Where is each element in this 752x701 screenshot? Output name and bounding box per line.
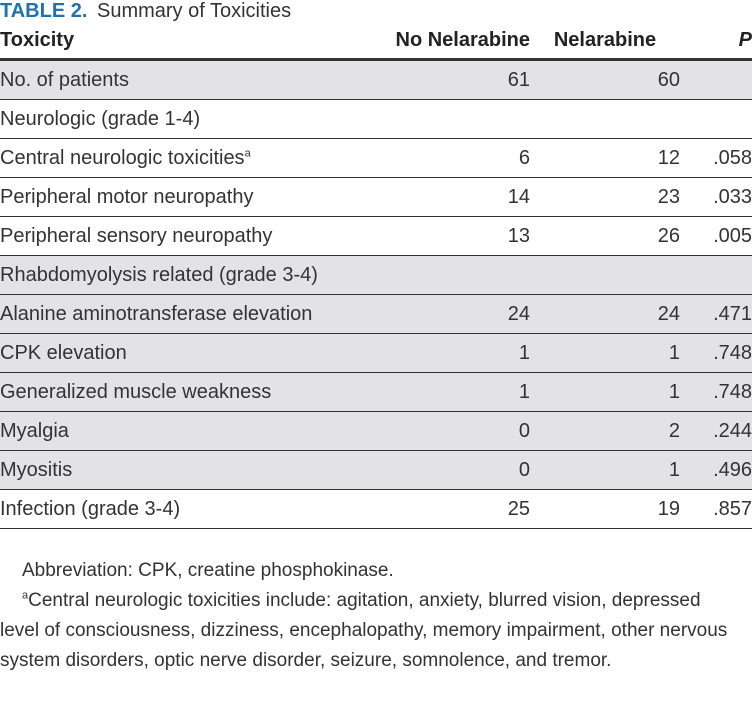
row-label: CPK elevation [0,334,380,373]
cell-p-value: .244 [680,412,752,451]
table-row [0,217,752,256]
row-label: Alanine aminotransferase elevation [0,295,380,334]
footnote-a [0,586,740,676]
cell-no-nelarabine: 6 [380,139,530,178]
cell-no-nelarabine: 61 [380,60,530,100]
cell-p-value: .471 [680,295,752,334]
header-no-nelarabine: No Nelarabine [380,22,530,60]
cell-nelarabine: 12 [530,139,680,178]
cell-nelarabine: 1 [530,373,680,412]
header-p-value: P [680,22,752,60]
table-row [0,256,752,295]
cell-p-value: .005 [680,217,752,256]
cell-no-nelarabine: 0 [380,451,530,490]
row-label: Central neurologic toxicities [0,146,245,169]
table-row [0,373,752,412]
table-row [0,451,752,490]
footnote-marker: a [22,589,29,602]
cell-nelarabine [530,256,680,295]
cell-nelarabine: 19 [530,490,680,529]
row-label-cell [0,139,380,178]
cell-nelarabine: 2 [530,412,680,451]
table-row [0,178,752,217]
table-caption: Summary of Toxicities [96,0,292,22]
row-label: Neurologic (grade 1-4) [0,100,380,139]
cell-p-value: .748 [680,334,752,373]
table-row [0,139,752,178]
cell-nelarabine: 24 [530,295,680,334]
cell-no-nelarabine: 1 [380,373,530,412]
cell-p-value: .058 [680,139,752,178]
cell-nelarabine: 23 [530,178,680,217]
cell-p-value: .033 [680,178,752,217]
cell-nelarabine: 26 [530,217,680,256]
footnote-a-text: Central neurologic toxicities include: agitation, anxiety, blurred vision, depressed level of consciousness, dizziness, encephalopathy, memory impairment, other nervous system disorders, optic nerve disorder, seizure, somnolence, and tremor. [0,590,728,671]
row-label: Peripheral motor neuropathy [0,178,380,217]
cell-p-value: .857 [680,490,752,529]
header-nelarabine: Nelarabine [530,22,680,60]
row-label: Generalized muscle weakness [0,373,380,412]
cell-p-value [680,60,752,100]
cell-p-value [680,100,752,139]
cell-no-nelarabine: 24 [380,295,530,334]
header-row [0,22,752,60]
cell-no-nelarabine: 1 [380,334,530,373]
cell-p-value: .496 [680,451,752,490]
footnote-marker: a [244,146,251,159]
header-toxicity: Toxicity [0,22,380,60]
cell-nelarabine: 1 [530,334,680,373]
cell-p-value [680,256,752,295]
cell-no-nelarabine: 25 [380,490,530,529]
row-label: Peripheral sensory neuropathy [0,217,380,256]
cell-p-value: .748 [680,373,752,412]
cell-no-nelarabine [380,100,530,139]
abbreviation-note: Abbreviation: CPK, creatine phosphokinase. [22,560,394,581]
row-label: Myalgia [0,412,380,451]
table-row [0,490,752,529]
table-row [0,412,752,451]
cell-nelarabine: 1 [530,451,680,490]
table-row [0,334,752,373]
row-label: No. of patients [0,60,380,100]
row-label: Rhabdomyolysis related (grade 3-4) [0,256,380,295]
table-footnotes [0,556,740,676]
cell-no-nelarabine [380,256,530,295]
table-number: TABLE 2. [0,0,88,22]
cell-no-nelarabine: 14 [380,178,530,217]
table-row [0,60,752,100]
cell-no-nelarabine: 13 [380,217,530,256]
table-row [0,100,752,139]
row-label: Infection (grade 3-4) [0,490,380,529]
table-row [0,295,752,334]
table-title [0,0,291,22]
cell-nelarabine [530,100,680,139]
cell-no-nelarabine: 0 [380,412,530,451]
cell-nelarabine: 60 [530,60,680,100]
row-label: Myositis [0,451,380,490]
toxicity-table [0,22,752,529]
